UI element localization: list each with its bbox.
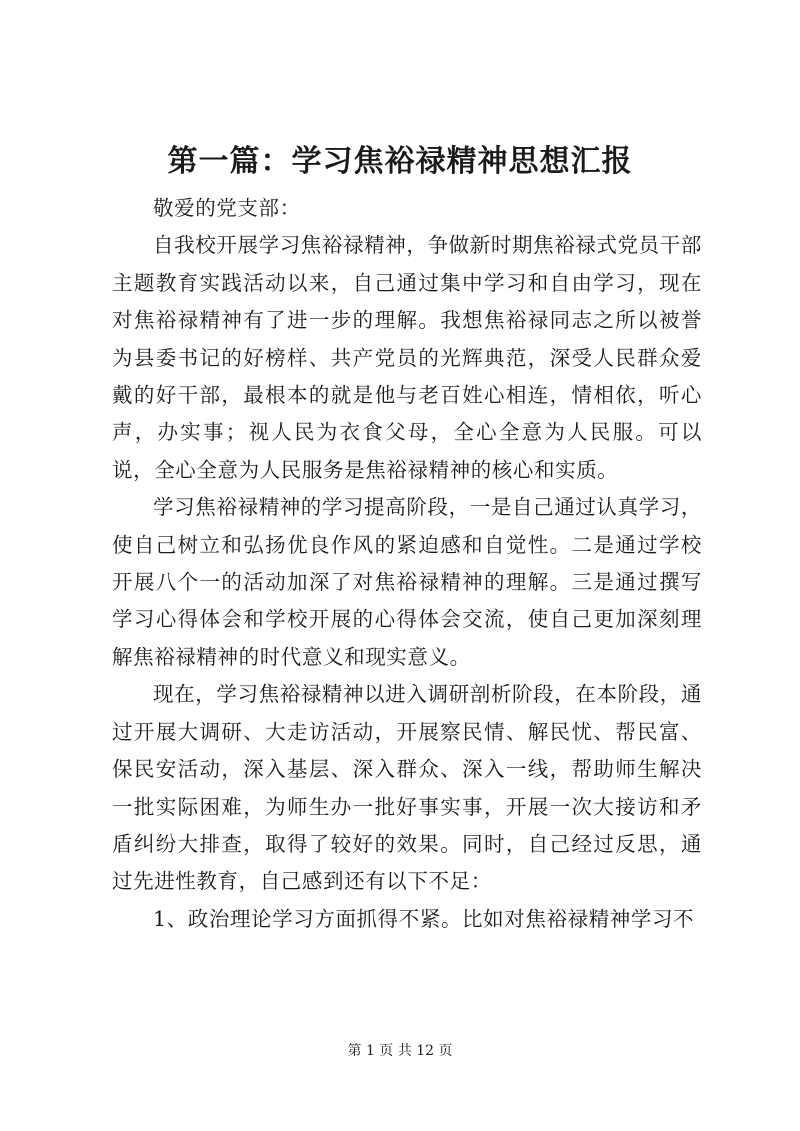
paragraph-1: 自我校开展学习焦裕禄精神，争做新时期焦裕禄式党员干部主题教育实践活动以来，自己通过集中学习和自由学习，现在对焦裕禄精神有了进一步的理解。我想焦裕禄同志之所以被誉为县委书记的好榜样、共产党员的光辉典范，深受人民群众爱戴的好干部，最根本的就是他与老百姓心相连，情相依，听心声，办实事；视人民为衣食父母，全心全意为人民服。可以说，全心全意为人民服务是焦裕禄精神的核心和实质。 — [112, 233, 702, 482]
paragraph-3: 现在，学习焦裕禄精神以进入调研剖析阶段，在本阶段，通过开展大调研、大走访活动，开展察民情、解民忧、帮民富、保民安活动，深入基层、深入群众、深入一线，帮助师生解决一批实际困难，为师生办一批好事实事，开展一次大接访和矛盾纠纷大排查，取得了较好的效果。同时，自己经过反思，通过先进性教育，自己感到还有以下不足： — [112, 682, 702, 894]
document-title: 第一篇：学习焦裕禄精神思想汇报 — [167, 144, 633, 179]
paragraph-2: 学习焦裕禄精神的学习提高阶段，一是自己通过认真学习，使自己树立和弘扬优良作风的紧迫感和自觉性。二是通过学校开展八个一的活动加深了对焦裕禄精神的理解。三是通过撰写学习心得体会和学校开展的心得体会交流，使自己更加深刻理解焦裕禄精神的时代意义和现实意义。 — [112, 495, 702, 669]
document-body — [112, 190, 702, 938]
page-footer: 第 1 页 共 12 页 — [347, 1043, 453, 1059]
paragraph-4: 1、政治理论学习方面抓得不紧。比如对焦裕禄精神学习不 — [153, 906, 695, 931]
salutation: 敬爱的党支部： — [153, 196, 301, 220]
